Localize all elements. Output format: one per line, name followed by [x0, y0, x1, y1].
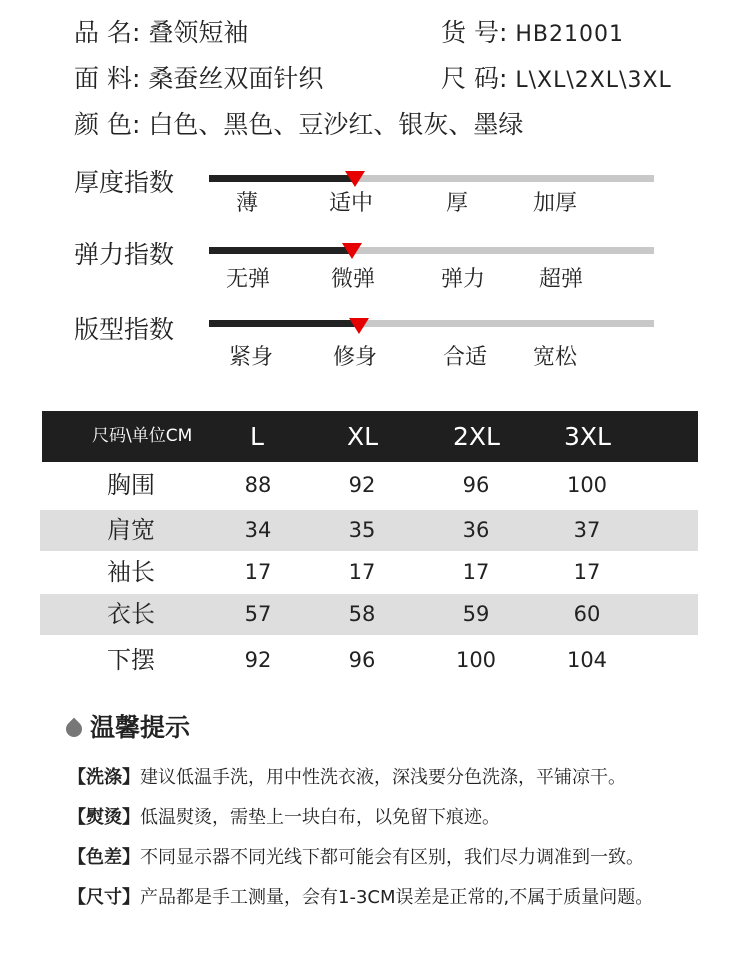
cell-2xl: 17 [462, 560, 490, 584]
thickness-level-2: 适中 [329, 191, 374, 216]
cell-3xl: 104 [566, 648, 608, 672]
cell-xl: 96 [348, 648, 376, 672]
product-code-label: 货 号: [441, 18, 508, 47]
size-line [441, 62, 672, 98]
size-table-row-chest [40, 465, 698, 506]
size-table-header-3xl: 3XL [564, 422, 611, 451]
elasticity-index-title: 弹力指数 [74, 240, 175, 269]
color-line [74, 108, 523, 142]
cell-xl: 58 [348, 602, 376, 626]
cell-2xl: 100 [455, 648, 497, 672]
product-name-line [74, 16, 248, 50]
elasticity-level-1: 无弹 [226, 267, 271, 292]
droplet-icon [63, 718, 86, 741]
tip-ironing [68, 805, 500, 831]
thickness-level-3: 厚 [446, 191, 469, 216]
cell-l: 92 [244, 648, 272, 672]
size-table-header [42, 411, 698, 462]
thickness-scale-track [209, 175, 654, 182]
size-label: 尺 码: [441, 64, 508, 93]
fit-scale-fill [209, 320, 359, 327]
tips-heading [66, 711, 190, 745]
size-value: L\XL\2XL\3XL [515, 68, 672, 93]
tip-washing [68, 765, 626, 791]
thickness-level-1: 薄 [236, 191, 259, 216]
cell-l: 88 [244, 473, 272, 497]
tips-title-text: 温馨提示 [90, 713, 191, 742]
elasticity-marker-icon [342, 243, 362, 259]
thickness-marker-icon [345, 171, 365, 187]
row-name: 衣长 [107, 600, 155, 628]
elasticity-level-2: 微弹 [331, 267, 376, 292]
fit-level-2: 修身 [333, 345, 378, 370]
cell-3xl: 37 [573, 518, 601, 542]
tip-tag: 【熨烫】 [68, 807, 140, 828]
fabric-value: 桑蚕丝双面针织 [148, 64, 324, 93]
cell-3xl: 60 [573, 602, 601, 626]
fabric-line [74, 62, 323, 96]
cell-xl: 17 [348, 560, 376, 584]
fit-scale-track [209, 320, 654, 327]
elasticity-level-3: 弹力 [441, 267, 486, 292]
cell-2xl: 59 [462, 602, 490, 626]
fit-marker-icon [349, 318, 369, 334]
elasticity-scale-fill [209, 247, 352, 254]
cell-xl: 92 [348, 473, 376, 497]
tip-text: 产品都是手工测量，会有1-3CM误差是正常的,不属于质量问题。 [140, 887, 654, 908]
cell-l: 34 [244, 518, 272, 542]
cell-3xl: 17 [573, 560, 601, 584]
fit-level-1: 紧身 [229, 345, 274, 370]
tip-text: 不同显示器不同光线下都可能会有区别，我们尽力调准到一致。 [140, 847, 644, 868]
size-table-header-2xl: 2XL [453, 422, 500, 451]
thickness-level-4: 加厚 [533, 191, 578, 216]
product-name-label: 品 名: [74, 18, 141, 47]
cell-l: 57 [244, 602, 272, 626]
product-name-value: 叠领短袖 [148, 18, 249, 47]
fit-level-4: 宽松 [533, 345, 578, 370]
cell-xl: 35 [348, 518, 376, 542]
tip-text: 建议低温手洗，用中性洗衣液，深浅要分色洗涤，平铺凉干。 [140, 767, 626, 788]
elasticity-level-4: 超弹 [539, 267, 584, 292]
size-table-header-unit: 尺码\单位CM [92, 426, 193, 446]
row-name: 下摆 [107, 646, 155, 674]
tip-text: 低温熨烫，需垫上一块白布，以免留下痕迹。 [140, 807, 500, 828]
cell-l: 17 [244, 560, 272, 584]
tip-size [68, 885, 653, 911]
tip-tag: 【色差】 [68, 847, 140, 868]
size-table-header-xl: XL [347, 422, 379, 451]
fit-level-3: 合适 [443, 345, 488, 370]
elasticity-scale-track [209, 247, 654, 254]
fit-index-title: 版型指数 [74, 315, 175, 344]
size-table-row-length [40, 594, 698, 635]
row-name: 胸围 [107, 471, 155, 499]
cell-3xl: 100 [566, 473, 608, 497]
product-code-value: HB21001 [515, 22, 624, 47]
size-table-row-hem [40, 640, 698, 681]
size-table-row-shoulder [40, 510, 698, 551]
fabric-label: 面 料: [74, 64, 141, 93]
color-value: 白色、黑色、豆沙红、银灰、墨绿 [148, 110, 524, 139]
thickness-scale-fill [209, 175, 355, 182]
product-code-line [441, 16, 624, 52]
row-name: 肩宽 [107, 516, 155, 544]
thickness-index-title: 厚度指数 [74, 168, 175, 197]
tip-color-difference [68, 845, 644, 871]
color-label: 颜 色: [74, 110, 141, 139]
size-table-row-sleeve [40, 552, 698, 593]
cell-2xl: 36 [462, 518, 490, 542]
row-name: 袖长 [107, 558, 155, 586]
cell-2xl: 96 [462, 473, 490, 497]
tip-tag: 【尺寸】 [68, 887, 140, 908]
tip-tag: 【洗涤】 [68, 767, 140, 788]
size-table-header-l: L [250, 422, 264, 451]
